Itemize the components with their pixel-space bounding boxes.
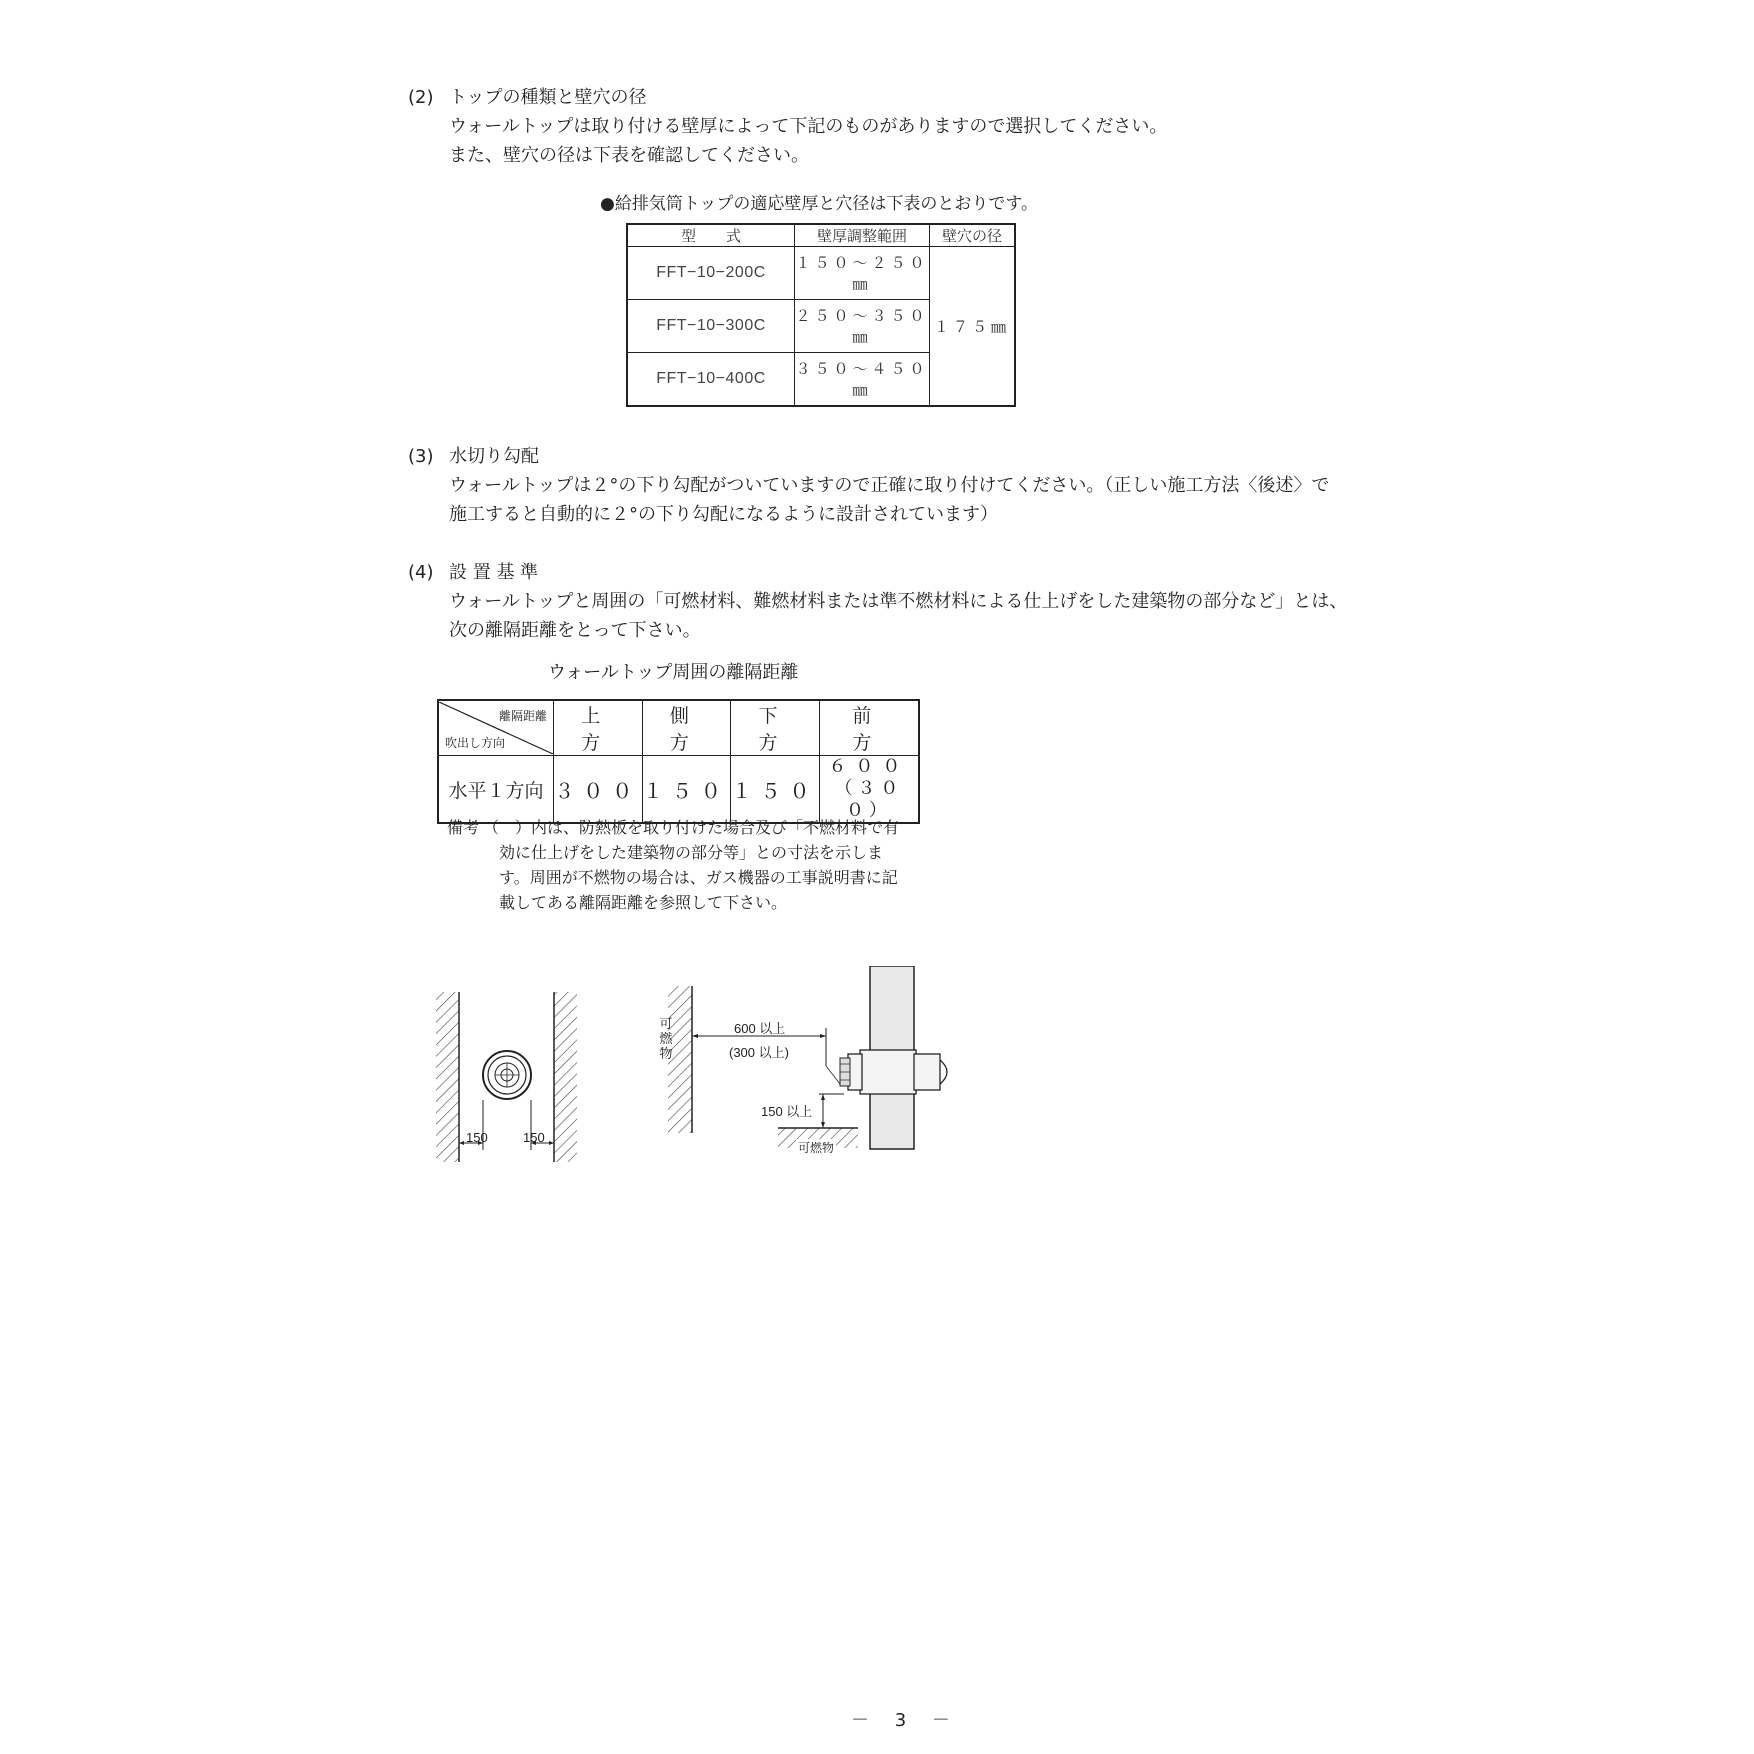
table1-hole-cell: １７５㎜ xyxy=(930,247,1016,407)
page-number: － 3 － xyxy=(851,1710,960,1731)
section3-text-line1: ウォールトップは２°の下り勾配がついていますので正確に取り付けてください。（正しい施工方法〈後述〉で xyxy=(449,475,1330,496)
front-view-figure xyxy=(434,990,584,1165)
section2-text-line1: ウォールトップは取り付ける壁厚によって下記のものがありますので選択してください。 xyxy=(449,116,1168,137)
table2-value-front xyxy=(819,756,919,824)
section4-number: (4) xyxy=(408,562,434,583)
clearance-distance-table xyxy=(437,699,920,824)
table1-model-cell: FFT−10−300C xyxy=(627,300,795,353)
front-dimension-paren-label: (300 以上) xyxy=(729,1045,789,1060)
left-wall-hatch xyxy=(436,992,459,1162)
note-line: 載してある離隔距離を参照して下さい。 xyxy=(499,893,788,912)
front-dimension-label: 600 以上 xyxy=(734,1021,786,1036)
table2-value-top: ３００ xyxy=(554,756,643,824)
table2-header-front: 前 方 xyxy=(819,700,919,756)
table2-header-top: 上 方 xyxy=(554,700,643,756)
table1-header-hole: 壁穴の径 xyxy=(930,224,1016,247)
table-row xyxy=(627,247,1015,300)
table1-header-model: 型 式 xyxy=(627,224,795,247)
table1-header-range: 壁厚調整範囲 xyxy=(795,224,930,247)
table1-range-cell: １５０〜２５０㎜ xyxy=(795,247,930,300)
corner-label-direction: 吹出し方向 xyxy=(445,736,506,750)
wall-top-icon xyxy=(483,1051,531,1099)
wall-thickness-table xyxy=(626,223,1016,407)
section3-text-line2: 施工すると自動的に２°の下り勾配になるように設計されています） xyxy=(449,504,998,525)
right-wall-hatch xyxy=(554,992,577,1162)
note-label: 備考 xyxy=(447,818,480,837)
table2-corner-cell xyxy=(438,700,554,756)
right-dimension-label: 150 xyxy=(523,1130,545,1145)
wall-combustible-label: 可燃物 xyxy=(659,1017,673,1062)
table1-model-cell: FFT−10−200C xyxy=(627,247,795,300)
section4-text-line2: 次の離隔距離をとって下さい。 xyxy=(449,620,701,641)
below-dimension-label: 150 以上 xyxy=(761,1104,813,1119)
table2-header-side: 側 方 xyxy=(642,700,731,756)
table2-value-side: １５０ xyxy=(642,756,731,824)
front-value: ６００ xyxy=(828,756,910,777)
wall-top-side-icon xyxy=(840,1050,947,1094)
note-line: 効に仕上げをした建築物の部分等」との寸法を示しま xyxy=(499,843,884,862)
section3-number: (3) xyxy=(408,446,434,467)
section3-heading: 水切り勾配 xyxy=(449,446,539,467)
table2-caption: ウォールトップ周囲の離隔距離 xyxy=(548,662,799,683)
section2-heading: トップの種類と壁穴の径 xyxy=(449,87,647,108)
side-view-figure xyxy=(664,966,964,1151)
section4-text-line1: ウォールトップと周囲の「可燃材料、難燃材料または準不燃材料による仕上げをした建築物の部分など」とは、 xyxy=(449,591,1348,612)
section4-heading: 設 置 基 準 xyxy=(449,562,539,583)
table1-model-cell: FFT−10−400C xyxy=(627,353,795,407)
table2-value-bottom: １５０ xyxy=(731,756,820,824)
note-line: （ ）内は、防熱板を取り付けた場合及び「不燃材料で有 xyxy=(483,818,900,837)
left-dimension-label: 150 xyxy=(466,1130,488,1145)
section2-text-line2: また、壁穴の径は下表を確認してください。 xyxy=(449,145,809,166)
table2-header-bottom: 下 方 xyxy=(731,700,820,756)
front-value-paren: （３００） xyxy=(834,778,904,821)
corner-label-distance: 離隔距離 xyxy=(498,709,547,723)
table2-row-label: 水平１方向 xyxy=(438,756,554,824)
table1-range-cell: ２５０〜３５０㎜ xyxy=(795,300,930,353)
note-line: す。周囲が不燃物の場合は、ガス機器の工事説明書に記 xyxy=(499,868,898,887)
table1-caption: ●給排気筒トップの適応壁厚と穴径は下表のとおりです。 xyxy=(600,194,1038,214)
table-row xyxy=(438,756,919,824)
floor-combustible-label: 可燃物 xyxy=(798,1141,835,1155)
table1-range-cell: ３５０〜４５０㎜ xyxy=(795,353,930,407)
section2-number: (2) xyxy=(408,87,434,108)
